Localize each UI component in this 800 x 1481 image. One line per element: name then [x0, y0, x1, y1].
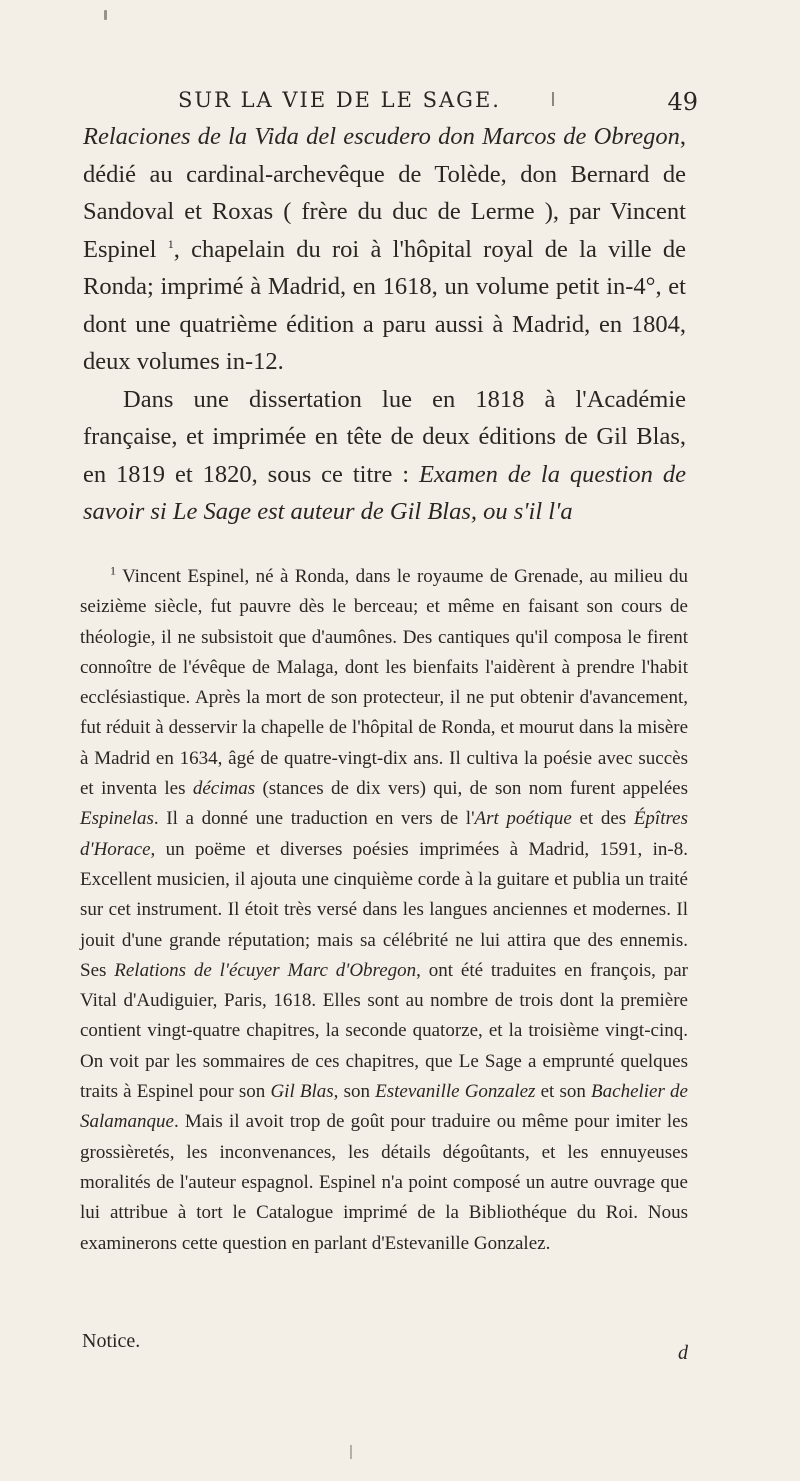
text-run: . Il a donné une traduction en vers de l': [153, 808, 475, 830]
paragraph: [83, 118, 686, 381]
main-text: [83, 118, 686, 531]
footnote-marker: 1: [110, 563, 116, 578]
work-title: Gil Blas: [270, 1081, 334, 1103]
footnote-ref: 1: [167, 236, 174, 251]
text-run: (stances de dix vers) qui, de son nom furent appelées: [255, 778, 688, 800]
paragraph: [83, 381, 686, 531]
paper-mark: [350, 1445, 352, 1459]
running-head: [178, 88, 698, 116]
text-run: , un poëme et diverses poésies imprimées à Madrid, 1591, in-8. Excellent musicien, il ajouta une cinquième corde à la guitare et publia un traité sur cet instrument. Il étoit très versé dans les langues anciennes et modernes. Il jouit d'une grande réputation; mais sa célébrité ne lui attira que des ennemis. Ses: [80, 838, 688, 981]
signature-line: [82, 1330, 688, 1364]
running-head-title: SUR LA VIE DE LE SAGE.: [178, 88, 501, 112]
text-run: , dédié au cardinal-archevêque de Tolède, don Bernard de Sandoval et Roxas ( frère du duc de Lerme ), par Vincent Espinel: [83, 123, 686, 263]
work-title: Relations de l'écuyer Marc d'Obregon: [114, 959, 417, 981]
footnote-text: [80, 562, 688, 1259]
text-run: Vincent Espinel, né à Ronda, dans le royaume de Grenade, au milieu du seizième siècle, fut pauvre dès le berceau; et même en faisant son cours de théologie, il ne subsistoit que d'aumônes. Des cantiques qu'il composa le firent connoître de l'évêque de Malaga, dont les bienfaits l'aidèrent à prendre l'habit ecclésiastique. Après la mort de son protecteur, il ne put obtenir d'avancement, fut réduit à desservir la chapelle de l'hôpital de Ronda, et mourut dans la misère à Madrid en 1634, âgé de quatre-vingt-dix ans. Il cultiva la poésie avec succès et inventa les: [80, 566, 688, 800]
text-run: Dans une dissertation lue en 1818 à l'Académie française, et imprimée en tête de deux éditions de Gil Blas, en 1819 et 1820, sous ce titre :: [83, 385, 686, 488]
work-title: Estevanille Gonzalez: [375, 1081, 536, 1103]
work-title: Art poétique: [474, 808, 572, 830]
paper-mark: [104, 10, 107, 20]
signature-label: Notice.: [82, 1330, 141, 1352]
signature-mark: d: [678, 1342, 688, 1364]
work-title: Bachelier de Salamanque: [80, 1081, 688, 1133]
text-run: . Mais il avoit trop de goût pour traduire ou même pour imiter les grossièretés, les inconvenances, les détails dégoûtants, et les ennuyeuses moralités de l'auteur espagnol. Espinel n'a point composé un autre ouvrage que lui attribue à tort le Catalogue imprimé de la Bibliothéque du Roi. Nous examinerons cette question en parlant d'Estevanille Gonzalez.: [80, 1111, 688, 1254]
text-run: et son: [535, 1081, 592, 1103]
italic-term: Espinelas: [80, 808, 154, 830]
italic-term: décimas: [192, 778, 256, 800]
text-run: , son: [333, 1081, 376, 1103]
text-run: , ont été traduites en françois, par Vital d'Audiguier, Paris, 1618. Elles sont au nombre de trois dont la première contient vingt-quatre chapitres, la seconde quatorze, et la troisième vingt-cinq. On voit par les sommaires de ces chapitres, que Le Sage a emprunté quelques traits à Espinel pour son: [80, 959, 688, 1103]
work-title: Examen de la question de savoir si Le Sage est auteur de Gil Blas, ou s'il l'a: [83, 460, 686, 525]
page-number: 49: [667, 88, 698, 116]
text-run: et des: [571, 808, 634, 830]
footnote: [80, 562, 688, 1259]
work-title: Relaciones de la Vida del escudero don Marcos de Obregon: [83, 123, 680, 150]
work-title: Épîtres d'Horace: [80, 808, 688, 860]
text-run: , chapelain du roi à l'hôpital royal de la ville de Ronda; imprimé à Madrid, en 1618, un volume petit in-4°, et dont une quatrième édition a paru aussi à Madrid, en 1804, deux volumes in-12.: [83, 235, 687, 375]
